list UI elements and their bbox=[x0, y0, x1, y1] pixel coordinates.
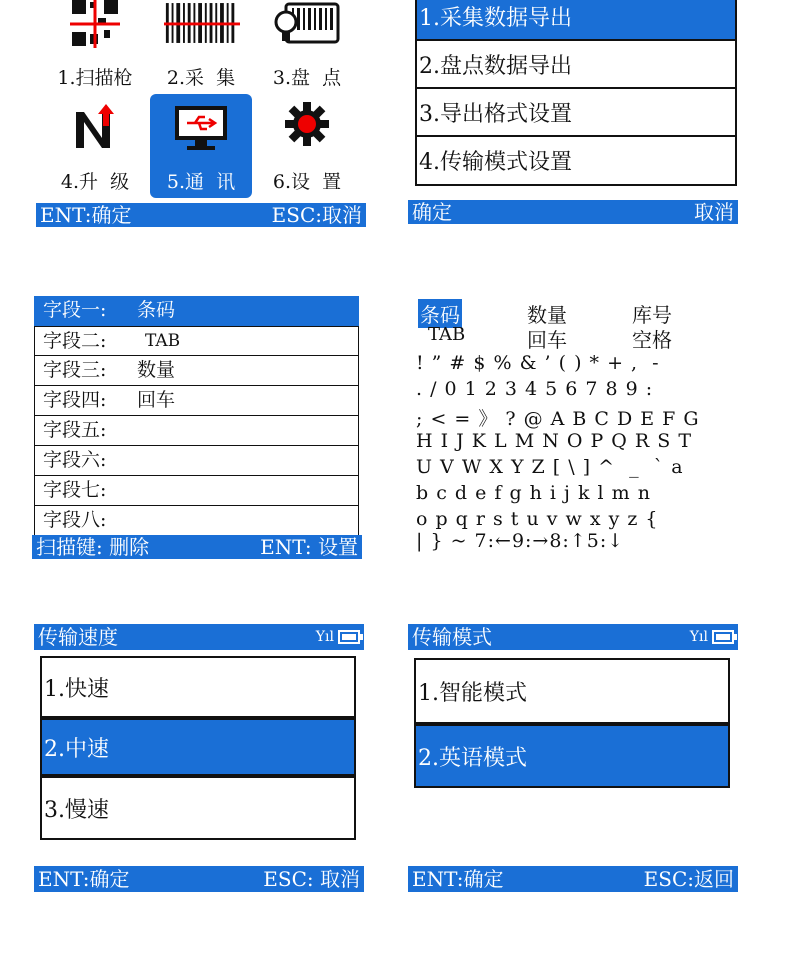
barcode-scan-icon bbox=[272, 0, 342, 48]
mode-title: 传输模式 bbox=[412, 625, 492, 649]
field-row[interactable] bbox=[34, 296, 359, 326]
menu-item-label: 4.升 级 bbox=[60, 171, 130, 193]
char-row[interactable]: U V W X Y Z [ \ ] ^ _ ` a bbox=[416, 456, 684, 478]
field-row[interactable] bbox=[34, 356, 359, 386]
field-value: TAB bbox=[145, 331, 181, 351]
field-row[interactable] bbox=[34, 446, 359, 476]
qr-code-icon bbox=[70, 0, 120, 48]
speed-option-fast[interactable] bbox=[40, 656, 356, 718]
char-row[interactable]: ! ” # $ % & ’ ( ) * + , - bbox=[416, 352, 660, 374]
char-option-barcode[interactable]: 条码 bbox=[418, 299, 462, 328]
export-option-collect-data[interactable] bbox=[415, 0, 737, 41]
export-option-inventory-data[interactable] bbox=[415, 39, 737, 89]
char-option-tab[interactable]: TAB bbox=[428, 324, 466, 345]
menu-item-label: 5.通 讯 bbox=[166, 171, 236, 193]
speed-option-medium[interactable] bbox=[40, 718, 356, 776]
status-icons bbox=[690, 625, 734, 649]
confirm-hint: ENT:确定 bbox=[38, 867, 130, 891]
option-label: 2.中速 bbox=[44, 736, 109, 762]
menu-item-scanner[interactable] bbox=[44, 0, 146, 94]
field-name: 字段二: bbox=[43, 330, 107, 352]
char-option-storage-no[interactable]: 库号 bbox=[632, 303, 672, 327]
option-label: 3.慢速 bbox=[44, 797, 109, 823]
speed-footer bbox=[34, 866, 364, 892]
speed-title: 传输速度 bbox=[38, 625, 118, 649]
menu-item-upgrade[interactable] bbox=[44, 94, 146, 198]
export-menu-screen bbox=[408, 0, 738, 226]
battery-icon bbox=[712, 630, 734, 644]
field-row[interactable] bbox=[34, 326, 359, 356]
option-label: 4.传输模式设置 bbox=[419, 150, 572, 175]
char-row[interactable]: . / 0 1 2 3 4 5 6 7 8 9 : bbox=[416, 378, 654, 400]
barcode-icon bbox=[164, 0, 240, 48]
char-option-quantity[interactable]: 数量 bbox=[527, 303, 567, 327]
back-hint: ESC:返回 bbox=[643, 867, 734, 891]
field-name: 字段三: bbox=[43, 359, 107, 381]
cancel-hint: ESC: 取消 bbox=[263, 867, 360, 891]
mode-header bbox=[408, 624, 738, 650]
field-value: 数量 bbox=[137, 359, 176, 381]
speed-header bbox=[34, 624, 364, 650]
char-row[interactable]: ; < = 》 ? @ A B C D E F G bbox=[416, 408, 700, 430]
battery-icon bbox=[338, 630, 360, 644]
field-name: 字段八: bbox=[43, 509, 107, 531]
export-option-format-settings[interactable] bbox=[415, 87, 737, 137]
export-option-transfer-mode[interactable] bbox=[415, 135, 737, 186]
cancel-hint: ESC:取消 bbox=[271, 203, 362, 227]
field-value: 条码 bbox=[137, 299, 176, 321]
option-label: 2.盘点数据导出 bbox=[419, 53, 572, 79]
signal-icon: Yıl bbox=[689, 629, 708, 645]
menu-item-label: 2.采 集 bbox=[166, 67, 236, 89]
option-label: 2.英语模式 bbox=[418, 745, 527, 771]
field-row[interactable] bbox=[34, 476, 359, 506]
gear-icon bbox=[282, 102, 332, 152]
cancel-hint: 取消 bbox=[694, 200, 734, 224]
char-option-space[interactable]: 空格 bbox=[632, 328, 672, 352]
export-menu-footer bbox=[408, 200, 738, 224]
speed-screen bbox=[34, 624, 364, 892]
mode-screen bbox=[408, 624, 738, 892]
confirm-hint: 确定 bbox=[412, 200, 452, 224]
mode-footer bbox=[408, 866, 738, 892]
menu-item-label: 1.扫描枪 bbox=[57, 67, 133, 89]
set-hint: ENT: 设置 bbox=[260, 535, 358, 559]
field-row[interactable] bbox=[34, 386, 359, 416]
upgrade-icon bbox=[70, 102, 120, 152]
main-menu-footer bbox=[36, 203, 366, 227]
field-name: 字段五: bbox=[43, 419, 107, 441]
menu-item-label: 3.盘 点 bbox=[272, 67, 342, 89]
confirm-hint: ENT:确定 bbox=[412, 867, 504, 891]
field-row[interactable] bbox=[34, 416, 359, 446]
signal-icon: Yıl bbox=[315, 629, 334, 645]
field-name: 字段七: bbox=[43, 479, 107, 501]
menu-item-communication[interactable] bbox=[150, 94, 252, 198]
field-list-footer bbox=[32, 535, 362, 559]
char-row[interactable]: o p q r s t u v w x y z { bbox=[416, 508, 659, 530]
menu-item-collect[interactable] bbox=[150, 0, 252, 94]
menu-item-settings[interactable] bbox=[256, 94, 358, 198]
status-icons bbox=[316, 625, 360, 649]
field-name: 字段一: bbox=[43, 299, 107, 321]
main-menu-screen bbox=[36, 0, 366, 228]
field-row[interactable] bbox=[34, 506, 359, 536]
field-name: 字段四: bbox=[43, 389, 107, 411]
usb-monitor-icon bbox=[171, 102, 231, 152]
char-row[interactable]: | } ~ 7:←9:→8:↑5:↓ bbox=[416, 530, 625, 552]
field-name: 字段六: bbox=[43, 449, 107, 471]
delete-hint: 扫描键: 删除 bbox=[36, 535, 150, 559]
option-label: 1.快速 bbox=[44, 676, 109, 702]
char-row[interactable]: b c d e f g h i j k l m n bbox=[416, 482, 651, 504]
mode-option-english[interactable] bbox=[414, 724, 730, 788]
menu-item-inventory[interactable] bbox=[256, 0, 358, 94]
option-label: 3.导出格式设置 bbox=[419, 101, 572, 127]
mode-option-smart[interactable] bbox=[414, 658, 730, 724]
option-label: 1.采集数据导出 bbox=[419, 6, 572, 31]
menu-item-label: 6.设 置 bbox=[272, 171, 342, 193]
speed-option-slow[interactable] bbox=[40, 776, 356, 840]
field-value: 回车 bbox=[137, 389, 176, 411]
option-label: 1.智能模式 bbox=[418, 680, 527, 706]
confirm-hint: ENT:确定 bbox=[40, 203, 132, 227]
char-option-enter[interactable]: 回车 bbox=[527, 328, 567, 352]
char-row[interactable]: H I J K L M N O P Q R S T bbox=[416, 430, 692, 452]
